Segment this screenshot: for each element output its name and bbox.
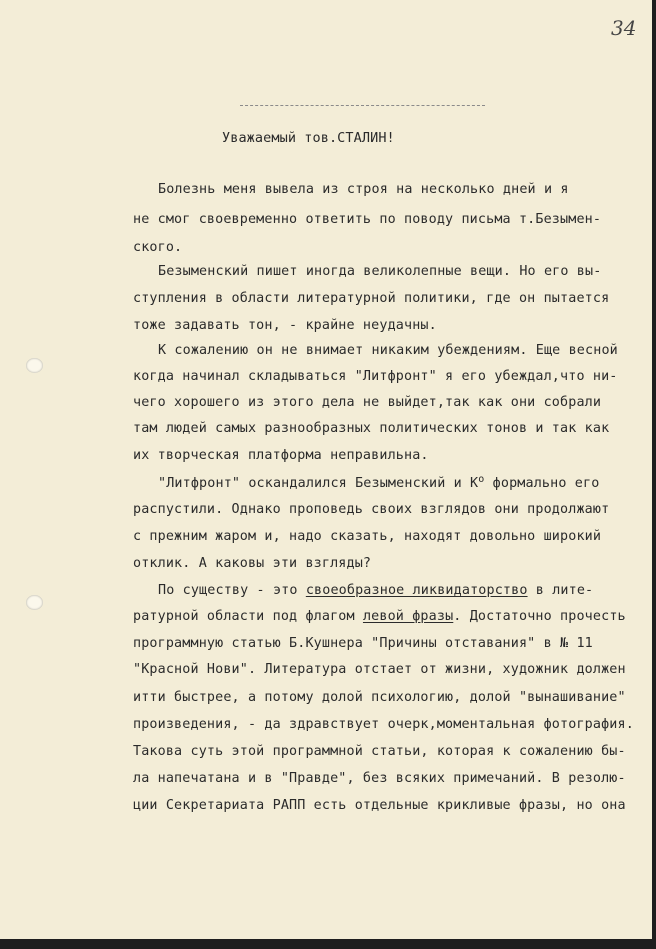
punch-hole-bottom bbox=[26, 595, 43, 610]
line-fragment: . Достаточно прочесть bbox=[453, 609, 626, 624]
text-line: чего хорошего из этого дела не выйдет,так как они собрали bbox=[133, 395, 602, 410]
underlined-phrase: левой фразы bbox=[362, 609, 454, 624]
text-line bbox=[158, 583, 593, 598]
text-line: итти быстрее, а потому долой психологию, долой "вынашивание" bbox=[133, 690, 626, 705]
header-rule bbox=[240, 105, 485, 106]
line-fragment: ратурной области под флагом bbox=[133, 609, 355, 624]
text-line: отклик. А каковы эти взгляды? bbox=[133, 556, 372, 571]
line-fragment: формально его bbox=[484, 476, 600, 491]
text-line: Болезнь меня вывела из строя на несколько дней и я bbox=[158, 182, 569, 197]
text-line: ступления в области литературной политики, где он пытается bbox=[133, 291, 610, 306]
line-fragment: По существу - это bbox=[158, 583, 298, 598]
text-line: Безыменский пишет иногда великолепные вещи. Но его вы- bbox=[158, 264, 602, 279]
text-line: тоже задавать тон, - крайне неудачны. bbox=[133, 318, 437, 333]
text-line: Такова суть этой программной статьи, которая к сожалению бы- bbox=[133, 744, 626, 759]
line-fragment: "Литфронт" оскандалился Безыменский и К bbox=[158, 476, 479, 491]
scan-edge-right bbox=[652, 0, 656, 949]
folio-number: 34 bbox=[611, 16, 637, 40]
text-line: ла напечатана и в "Правде", без всяких примечаний. В резолю- bbox=[133, 771, 626, 786]
text-line: произведения, - да здравствует очерк,моментальная фотография. bbox=[133, 717, 634, 732]
salutation: Уважаемый тов.СТАЛИН! bbox=[222, 130, 395, 146]
text-line: "Красной Нови". Литература отстает от жизни, художник должен bbox=[133, 662, 626, 677]
text-line: с прежним жаром и, надо сказать, находят довольно широкий bbox=[133, 529, 602, 544]
text-line: программную статью Б.Кушнера "Причины отставания" в № 11 bbox=[133, 636, 593, 651]
line-fragment: в лите- bbox=[535, 583, 594, 598]
text-line: там людей самых разнообразных политических тонов и так как bbox=[133, 421, 610, 436]
text-line: когда начинал складываться "Литфронт" я его убеждал,что ни- bbox=[133, 369, 618, 384]
text-line: не смог своевременно ответить по поводу письма т.Безымен- bbox=[133, 212, 602, 227]
text-line: К сожалению он не внимает никаким убеждениям. Еще весной bbox=[158, 343, 618, 358]
text-line: ции Секретариата РАПП есть отдельные крикливые фразы, но она bbox=[133, 798, 626, 813]
punch-hole-top bbox=[26, 358, 43, 373]
text-line: ского. bbox=[133, 240, 183, 255]
text-line: распустили. Однако проповедь своих взглядов они продолжают bbox=[133, 502, 610, 517]
superscript: о bbox=[478, 474, 485, 485]
text-line: их творческая платформа неправильна. bbox=[133, 448, 429, 463]
text-line bbox=[158, 474, 599, 491]
text-line bbox=[133, 609, 626, 624]
underlined-phrase: своеобразное ликвидаторство bbox=[305, 583, 528, 598]
scan-edge-bottom bbox=[0, 939, 656, 949]
